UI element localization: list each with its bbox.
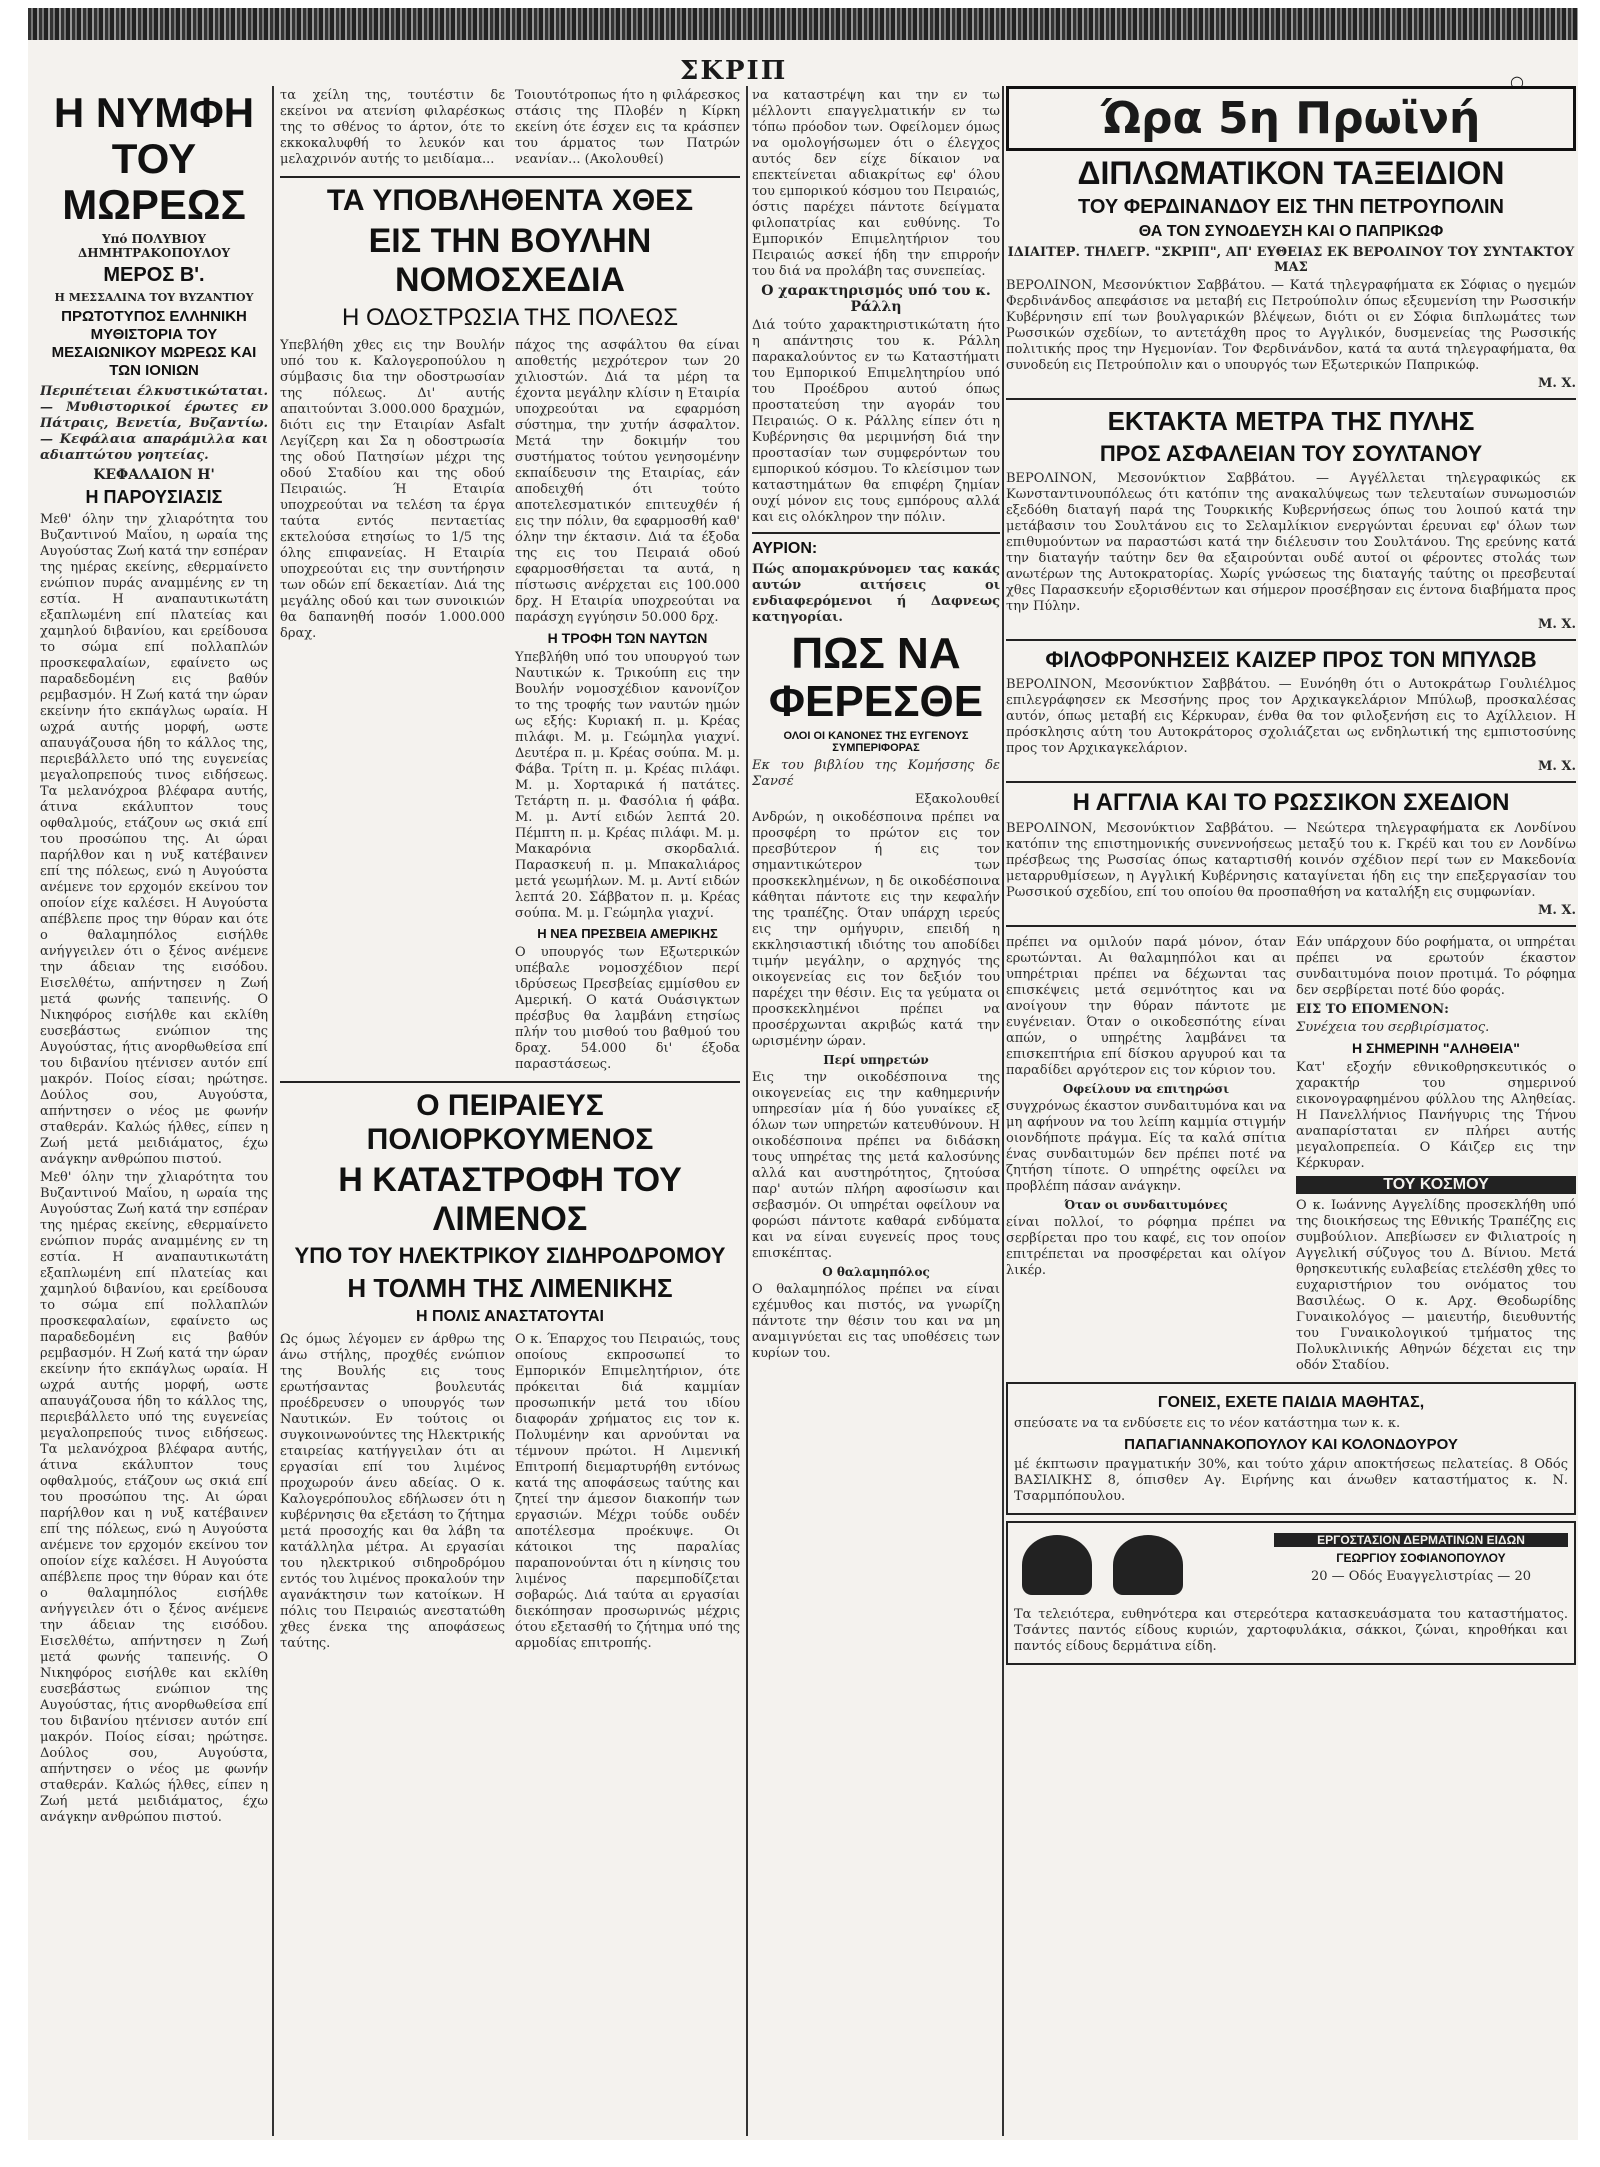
serial-kind: ΠΡΩΤΟΤΥΠΟΣ ΕΛΛΗΝΙΚΗ ΜΥΘΙΣΤΟΡΙΑ ΤΟΥ ΜΕΣΑΙΩΝΙΚΟΥ ΜΩΡΕΩΣ ΚΑΙ ΤΩΝ ΙΟΝΙΩΝ: [51, 308, 257, 379]
ad2-address: 20 — Οδός Ευαγγελιστρίας — 20: [1311, 1569, 1531, 1584]
divider: [752, 532, 1000, 534]
ad2-body: Τα τελειότερα, ευθηνότερα και στερεότερα κατασκευάσματα του καταστήματος. Τσάντες παντός είδους κυριών, χαρτοφυλάκια, σάκκοι, ζώναι, κηροθήκαι και παντός είδους δερμάτινα είδη.: [1014, 1607, 1568, 1654]
headline-city: Η ΠΟΛΙΣ ΑΝΑΣΤΑΤΟΥΤΑΙ: [416, 1308, 604, 1325]
headline-harbor: Η ΚΑΤΑΣΤΡΟΦΗ ΤΟΥ ΛΙΜΕΝΟΣ: [338, 1161, 682, 1238]
drinks-body: Εάν υπάρχουν δύο ροφήματα, οι υπηρέται πρέπει να ερωτούν έκαστον συνδαιτυμόνα ποιον προτιμά. Το ρόφημα δεν σερβίρεται ποτέ δύο φοράς.: [1296, 935, 1576, 998]
serial-body: Μεθ' όλην την χλιαρότητα του Βυζαντινού Μαΐου, η ωραία της Αυγούστας Ζωή κατά την εσπέραν της ημέρας εκείνης, εθερμαίνετο ενώπιον πυράς αναμμένης εν τη εστία. Η αναπαυτικωτάτη εξαπλωμένη επί πλατείας και χαμηλού διβανίου, και ερείδουσα το σώμα επί πολλαπλών προσκεφαλαίων, εφαίνετο ως παραδεδομένη εις βαθύν ρεμβασμόν. Η Ζωή κατά την ώραν εκείνην ήτο εκπάγλως ωραία. Η ωχρά αυτής μορφή, ωστε απαυγάζουσα ήδη το κάλλος της, περιεβάλλετο υπό της ευγενείας μεγαλοπρεπούς τινος ειδήσεως. Τα μελανόχροα βλέφαρα αυτής, άτινα εκάλυπτον τους οφθαλμούς, ετάζουν ως σκιά επί του προσώπου της. Αι ώραι παρήλθον και η νυξ κατέβαινεν επί της πόλεως, ενώ η Αυγούστα ανέμενε τον ερχομόν εκείνου τον οποίον είχε καλέσει. Η Αυγούστα απέβλεπε προς την θύραν και ότε ο θαλαμηπόλος εισήλθε ανήγγειλεν ότι ο ξένος ανέμενε την άδειαν της εισόδου. Εισελθέτω, απήντησεν η Ζωή μετά φωνής ταπεινής. Ο Νικηφόρος εισήλθε και εκλίθη ευσεβάστως ενώπιον της Αυγούστας, ήτις ανορθωθείσα επί του διβανίου ητένισεν αυτόν επί μακρόν. Ποίος είσαι; ηρώτησε. Δούλος σου, Αυγούστα, απήντησεν ο νέος με φωνήν σταθεράν. Καλώς ήλθες, είπεν η Ζωή μετά μειδιάματος, έχω ανάγκην ανθρώπου πιστού.: [40, 512, 268, 1167]
serial-author: Υπό ΠΟΛΥΒΙΟΥ ΔΗΜΗΤΡΑΚΟΠΟΥΛΟΥ: [77, 232, 231, 260]
service-title2: Όταν οι συνδαιτυμόνες: [1064, 1198, 1228, 1212]
telegram3-sig: Μ. Χ.: [1537, 759, 1576, 774]
ad1-title: ΓΟΝΕΙΣ, ΕΧΕΤΕ ΠΑΙΔΙΑ ΜΑΘΗΤΑΣ,: [1157, 1394, 1425, 1411]
valet-title: Ο θαλαμηπόλος: [822, 1265, 930, 1279]
news-top-left: τα χείλη της, τουτέστιν δε εκείνοι να ατενίση φιλαρέσκως της το σθένος το άρτον, ότε το εκκοκαλυφθή το λευκόν και μελαχρινόν αυτής το μειδίαμα...: [280, 88, 505, 167]
serial-body-cont: Μεθ' όλην την χλιαρότητα του Βυζαντινού Μαΐου, η ωραία της Αυγούστας Ζωή κατά την εσπέραν της ημέρας εκείνης, εθερμαίνετο ενώπιον πυράς αναμμένης εν τη εστία. Η αναπαυτικωτάτη εξαπλωμένη επί πλατείας και χαμηλού διβανίου, και ερείδουσα το σώμα επί πολλαπλών προσκεφαλαίων, εφαίνετο ως παραδεδομένη εις βαθύν ρεμβασμόν. Η Ζωή κατά την ώραν εκείνην ήτο εκπάγλως ωραία. Η ωχρά αυτής μορφή, ωστε απαυγάζουσα ήδη το κάλλος της, περιεβάλλετο υπό της ευγενείας μεγαλοπρεπούς τινος ειδήσεως. Τα μελανόχροα βλέφαρα αυτής, άτινα εκάλυπτον τους οφθαλμούς, ετάζουν ως σκιά επί του προσώπου της. Αι ώραι παρήλθον και η νυξ κατέβαινεν επί της πόλεως, ενώ η Αυγούστα ανέμενε τον ερχομόν εκείνου τον οποίον είχε καλέσει. Η Αυγούστα απέβλεπε προς την θύραν και ότε ο θαλαμηπόλος εισήλθε ανήγγειλεν ότι ο ξένος ανέμενε την άδειαν της εισόδου. Εισελθέτω, απήντησεν η Ζωή μετά φωνής ταπεινής. Ο Νικηφόρος εισήλθε και εκλίθη ευσεβάστως ενώπιον της Αυγούστας, ήτις ανορθωθείσα επί του διβανίου ητένισεν αυτόν επί μακρόν. Ποίος είσαι; ηρώτησε. Δούλος σου, Αυγούστα, απήντησεν ο νέος με φωνήν σταθεράν. Καλώς ήλθες, είπεν η Ζωή μετά μειδιάματος, έχω ανάγκην ανθρώπου πιστού.: [40, 1170, 268, 1825]
divider: [280, 1081, 740, 1083]
ad2-name: ΓΕΩΡΓΙΟΥ ΣΟΦΙΑΝΟΠΟΥΛΟΥ: [1336, 1551, 1506, 1565]
etiquette-title: ΠΩΣ ΝΑ ΦΕΡΕΣΘΕ: [768, 629, 984, 726]
page-mark-icon: ○: [1510, 72, 1524, 91]
valet-body: Ο θαλαμηπόλος πρέπει να είναι εχέμυθος και πιστός, να γνωρίζη πάντοτε την θέσιν του και να μη αναμιγνύεται εις τας υποθέσεις των κυρίων του.: [752, 1282, 1000, 1361]
masthead: ΣΚΡΙΠ: [680, 56, 788, 86]
servant-title: Περί υπηρετών: [823, 1053, 929, 1067]
telegram2-sig: Μ. Χ.: [1537, 617, 1576, 632]
bag-icon: [1022, 1535, 1092, 1595]
telegram2-subhead: ΠΡΟΣ ΑΣΦΑΛΕΙΑΝ ΤΟΥ ΣΟΥΛΤΑΝΟΥ: [1099, 441, 1483, 466]
service-body2: συγχρόνως έκαστον συνδαιτυμόνα και να μη αφήνουν να του λείπη καμμία στιγμήν οιονδήποτε πράγμα. Είς τα καλά σπίτια ένας συνδαιτυμών δεν πρέπει ποτέ να ζητήση τίποτε. Ο υπηρέτης οφείλει να προβλέπη πάσαν ανάγκην.: [1006, 1099, 1286, 1194]
column-rule: [746, 86, 748, 2136]
food-body: Υπεβλήθη υπό του υπουργού των Ναυτικών κ. Τρικούπη εις την Βουλήν νομοσχέδιον κανονίζον το της τροφής των ναυτών ημών ως εξής: Κυριακή π. μ. Κρέας πιλάφι. Μ. μ. Γεώμηλα γιαχνί. Δευτέρα π. μ. Κρέας σούπα. Μ. μ. Φάβα. Τρίτη π. μ. Κρέας πιλάφι. Μ. μ. Χορταρικά ή πατάτες. Τετάρτη π. μ. Φασόλια ή φάβα. Μ. μ. Αντί ειδών λεπτά 20. Πέμπτη π. μ. Κρέας πιλάφι. Μ. μ. Μακαρόνια σκορδαλιά. Παρασκευή π. μ. Μπακαλιάρος μετά γεωμήλων. Μ. μ. Αντί ειδών λεπτά 20. Σάββατον π. μ. Κρέας σούπα. Μ. μ. Γεώμηλα γιαχνί.: [515, 650, 740, 921]
telegram1-sig: Μ. Χ.: [1537, 376, 1576, 391]
column-serial: [40, 86, 268, 2136]
late-edition-banner: Ώρα 5η Πρωϊνή: [1006, 86, 1576, 151]
telegram3-body: ΒΕΡΟΛΙΝΟΝ, Μεσονύκτιον Σαββάτου. — Ευνόηθη ότι ο Αυτοκράτωρ Γουλιέλμος επιλεγράφησεν εκ Μεσσήνης προς τον Αρχικαγκελάριον Μπύλωβ, προσκαλέσας αυτόν, όπως μεταβή εις Κέρκυραν, ένθα θα τον φιλοξενήση εις το Αχίλλειον. Η πρόσκλησις αύτη του Αυτοκράτορος σχολιάζεται ως ενδηλωτική της εμπιστοσύνης προς τον Αρχικαγκελάριον.: [1006, 677, 1576, 756]
kosmos-body: Ο κ. Ιωάννης Αγγελίδης προσεκλήθη υπό της διοικήσεως της Εθνικής Τραπέζης εις συμβούλιον. Απεβίωσεν εν Φιλιατροίς η Αγγελική σύζυγος του Δ. Βίνιου. Μετά θρησκευτικής ευλαβείας ετελέσθη χθες το ευχαριστήριον του ονόματος του Βασιλέως. Ο κ. Αρχ. Θεοδωρίδης Γυναικολόγος — μαιευτήρ, διευθυντής του Γυναικολογικού τμήματος της Πολυκλινικής Αθηνών δέχεται εις την οδόν Σταδίου.: [1296, 1198, 1576, 1373]
news-top-right: Τοιουτότροπως ήτο η φιλάρεσκος στάσις της Πλοβέν η Κίρκη εκείνη ότε έσχεν εις τα κράσπεν του άρματος των Πατρών νεανίαν... (Ακολουθεί): [515, 88, 740, 167]
aletheia-body: Κατ' εξοχήν εθνικοθρησκευτικός ο χαρακτήρ του σημερινού εικονογραφημένου φύλλου της Αληθείας. Η Πανελλήνιος Πανήγυρις της Τήνου αναπαρίσταται εν πλήρει αυτής μεγαλοπρεπεία. Ο Κάιζερ εις την Κέρκυραν.: [1296, 1060, 1576, 1171]
divider: [1006, 925, 1576, 927]
kosmos-title: ΤΟΥ ΚΟΣΜΟΥ: [1296, 1176, 1576, 1194]
etiquette-next: Εξακολουθεί: [914, 792, 1000, 807]
piraeus-body-cont: Ο κ. Έπαρχος του Πειραιώς, τους οποίους εκπροσωπεί το Εμπορικόν Επιμελητήριον, ότε πρόκειται διά καμμίαν προσωπικήν μετά του ιδίου διαφοράν χρήματος εις τον κ. Πολυμένην και αρνούνται να τέμνουν πρώτοι. Η Λιμενική Επιτροπή διεμαρτυρήθη εντόνως κατά της αποφάσεως ταύτης και ζητεί την άμεσον διακοπήν των εργασιών. Μέχρι τούδε ουδέν αποτέλεσμα προέκυψε. Οι κάτοικοι της παραλίας παραπονούνται ότι η κίνησις του λιμένος παρεμποδίζεται σοβαρώς. Διά ταύτα αι εργασίαι διεκόπησαν προσωρινώς μέχρις ότου εξετασθή το ζήτημα υπό της αρμοδίας επιτροπής.: [515, 1332, 740, 1651]
tomorrow-label: ΑΥΡΙΟΝ:: [752, 540, 818, 557]
telegram1-subhead2: ΘΑ ΤΟΝ ΣΥΝΟΔΕΥΣΗ ΚΑΙ Ο ΠΑΠΡΙΚΩΦ: [1138, 223, 1444, 240]
column-etiquette: [752, 86, 1000, 2136]
leather-goods-ad: [1006, 1521, 1576, 1665]
quote-title: Ο χαρακτηρισμός υπό του κ. Ράλλη: [761, 283, 991, 315]
aletheia-title: Η ΣΗΜΕΡΙΝΗ "ΑΛΗΘΕΙΑ": [1352, 1040, 1520, 1056]
telegram1-source: ΙΔΙΑΙΤΕΡ. ΤΗΛΕΓΡ. "ΣΚΡΙΠ", ΑΠ' ΕΥΘΕΙΑΣ ΕΚ ΒΕΡΟΛΙΝΟΥ ΤΟΥ ΣΥΝΤΑΚΤΟΥ ΜΑΣ: [1007, 245, 1575, 275]
quote-body: Διά τούτο χαρακτηριστικώτατη ήτο η απάντησις του κ. Ράλλη παρακαλούντος εν τω Καταστήματι του Εμπορικού Επιμελητηρίου υπό του Προέδρου αυτού όπως προστατεύση την αγοράν του Πειραιώς. Ο κ. Ράλλης είπεν ότι η Κυβέρνησις θα μεριμνήση διά την προστασίαν των συμφερόντων του εμπορικού κόσμου. Το κλείσιμον των καταστημάτων θα επιφέρη ζημίαν ουχί μόνον εις τους εμπόρους αλλά και εις ολόκληρον την πόλιν.: [752, 318, 1000, 525]
telegram3-headline: ΦΙΛΟΦΡΟΝΗΣΕΙΣ ΚΑΙΖΕΡ ΠΡΟΣ ΤΟΝ ΜΠΥΛΩΒ: [1045, 647, 1537, 672]
divider: [1006, 639, 1576, 641]
service-body: πρέπει να ομιλούν παρά μόνον, όταν ερωτώνται. Αι θαλαμηπόλοι και αι υπηρέτριαι πρέπει να δέχωνται τας επισκέψεις μετά σεμνότητος και να ανοίγουν την θύραν πάντοτε με ευγένειαν. Όταν ο οικοδεσπότης είναι απών, ο υπηρέτης λαμβάνει τα επισκεπτήρια επί δίσκου αργυρού και τα παραδίδει αργότερον εις τον κύριον του.: [1006, 935, 1286, 1078]
serial-part: ΜΕΡΟΣ Β'.: [103, 264, 205, 286]
piraeus-body: Ως όμως λέγομεν εν άρθρω της άνω στήλης, προχθές ενώπιον της Βουλής εις τους ερωτήσαντας βουλευτάς προέδρευσεν ο υπουργός των Ναυτικών. Εν τούτοις οι συγκοινωνούντες της Ηλεκτρικής εταιρείας κατήγγειλαν ότι αι εργασίαι επί του λιμένος προχωρούν άνευ αδείας. Ο κ. Καλογερόπουλος εδήλωσεν ότι η κυβέρνησις θα εξετάση το ζήτημα μετά προσοχής και θα λάβη τα κατάλληλα μέτρα. Αι εργασίαι του ηλεκτρικού σιδηροδρόμου εντός του λιμένος προκαλούν την αγανάκτησιν των κατοίκων. Η πόλις του Πειραιώς ανεστατώθη χθες ένεκα της αποφάσεως ταύτης.: [280, 1332, 505, 1651]
telegram1-body: ΒΕΡΟΛΙΝΟΝ, Μεσονύκτιον Σαββάτου. — Κατά τηλεγραφήματα εκ Σόφιας ο ηγεμών Φερδινάνδος απεφάσισε να μεταβή εις Πετρούπολιν όπως εξευμενίση την Ρωσσικήν Κυβέρνησιν επί των βουλγαρικών βλέψεων, διότι οι εν Σόφια διπλωμάτες των Ρωσσικών σχεδίων, το αντετάχθη προς το Αγγλικόν, δυσμενείας της Ρωσσικής πολιτικής προς την Ηγεμονίαν. Τον Φερδινάνδον, κατά τα αυτά τηλεγραφήματα, θα συνοδεύη εις Πετρούπολιν και ο υπουργός των Εξωτερικών Παπρικώφ.: [1006, 278, 1576, 373]
service-title: Οφείλουν να επιτηρώσι: [1062, 1082, 1230, 1096]
serial-section: Η ΠΑΡΟΥΣΙΑΣΙΣ: [85, 487, 223, 507]
telegram2-headline: ΕΚΤΑΚΤΑ ΜΕΤΡΑ ΤΗΣ ΠΥΛΗΣ: [1107, 406, 1475, 436]
column-rule: [1002, 86, 1004, 2136]
headline-bills: ΤΑ ΥΠΟΒΛΗΘΕΝΤΑ ΧΘΕΣ: [326, 184, 694, 217]
col3-top: να καταστρέψη και την εν τω μέλλοντι επαγγελματικήν εν τω τόπω πρόοδον των. Οφείλομεν όμως να ομολογήσωμεν ότι ο έλεγχος αυτός δεν είχε δίκαιον να επεκτείνεται αδιακρίτως εφ' όλου του εμπορικού κόσμου του Πειραιώς, όστις παρέχει πάντοτε δείγματα φιλοπατρίας και ευθύνης. Το Εμπορικόν Επιμελητήριον του Πειραιώς ασκεί ήδη την επιρροήν του διά να προλάβη τας συνεπείας.: [752, 88, 1000, 279]
embassy-title: Η ΝΕΑ ΠΡΕΣΒΕΙΑ ΑΜΕΡΙΚΗΣ: [537, 926, 718, 941]
ad1-address: μέ έκπτωσιν πραγματικήν 30%, και τούτο χάριν αποκτήσεως πελατείας. 8 Οδός ΒΑΣΙΛΙΚΗΣ 8, όπισθεν Αγ. Ειρήνης και άνωθεν καταστήματος κ. Ν. Τσαρμπόπουλου.: [1014, 1457, 1568, 1504]
telegram4-sig: Μ. Χ.: [1537, 903, 1576, 918]
serial-title: Η ΝΥΜΦΗ ΤΟΥ ΜΩΡΕΩΣ: [53, 89, 255, 228]
etiquette-source: Εκ του βιβλίου της Κομήσσης δε Σανσέ: [752, 758, 1000, 789]
serial-chapter: ΚΕΦΑΛΑΙΟΝ Η': [93, 467, 215, 483]
telegram1-headline: ΔΙΠΛΩΜΑΤΙΚΟΝ ΤΑΞΕΙΔΙΟΝ: [1077, 155, 1505, 191]
column-telegrams: [1006, 86, 1576, 2136]
headline-railway: ΥΠΟ ΤΟΥ ΗΛΕΚΤΡΙΚΟΥ ΣΙΔΗΡΟΔΡΟΜΟΥ: [294, 1243, 726, 1268]
serial-blurb: Περιπέτειαι έλκυστικώταται. — Μυθιστορικοί έρωτες εν Πάτραις, Βενετία, Βυζαντίω. — Κεφάλαια απαράμιλλα και αδιαπτώτου γοητείας.: [40, 384, 268, 463]
headline-audacity: Η ΤΟΛΜΗ ΤΗΣ ΛΙΜΕΝΙΚΗΣ: [347, 1273, 673, 1303]
service-body3: είναι πολλοί, το ρόφημα πρέπει να σερβίρεται προ του καφέ, εις τον οποίον επιτρέπεται να προσφέρεται και ολίγον λικέρ.: [1006, 1215, 1286, 1278]
etiquette-sub: ΟΛΟΙ ΟΙ ΚΑΝΟΝΕΣ ΤΗΣ ΕΥΓΕΝΟΥΣ ΣΥΜΠΕΡΙΦΟΡΑΣ: [783, 730, 969, 754]
telegram4-body: ΒΕΡΟΛΙΝΟΝ, Μεσονύκτιον Σαββάτου. — Νεώτερα τηλεγραφήματα εκ Λονδίνου κατόπιν της επιστημονικής συνεννοήσεως μεταξύ του κ. Γκρέϋ και του εν Λονδίνω πρέσβεως της Ρωσσίας όπως καταρτισθή κοινόν σχέδιον περί των εν Μακεδονία μεταρρυθμίσεων, η Αγγλική Κυβέρνησις καταγίνεται ήδη εις την επεξεργασίαν του Ρωσσικού σχεδίου, επί του οποίου θα προσπαθήση να καταλήξη εις συμφωνίαν.: [1006, 821, 1576, 900]
paving-body: Υπεβλήθη χθες εις την Βουλήν υπό του κ. Καλογεροπούλου η σύμβασις δια την οδοστρωσίαν της πόλεως. Δι' αυτής απαιτούνται 3.000.000 δραχμών, διότι εις την Εταιρίαν Asfalt Λεγίζερη και Σα η οδοστρωσία της οδού Πατησίων μέχρι της οδού Σταδίου και της οδού Πειραιώς. Ή Εταιρία υποχρεούται να τελέση τα έργα ταύτα εντός πενταετίας εκτελούσα ετησίως το 1/5 της όλης επιφανείας. Η Εταιρία υποχρεούται εις την συντήρησιν των οδών επί δεκαετίαν. Διά της μεγάλης οδού και των συνοικιών θα δαπανηθή ποσόν 1.000.000 δραχ.: [280, 338, 505, 641]
telegram2-body: ΒΕΡΟΛΙΝΟΝ, Μεσονύκτιον Σαββάτου. — Αγγέλλεται τηλεγραφικώς εκ Κωνσταντινουπόλεως ότι κατόπιν της ανακαλύψεως των τελευταίων συνωμοσιών εξεδόθη διαταγή παρά της Τουρκικής Κυβερνήσεως όπως του λοιπού κατά την μετάβασιν του Σουλτάνου εις το Σελαμλίκιον ενεργώνται έρευναι εφ' όλων των επιθυμούντων να παραστώσι κατά την διέλευσιν του Σουλτάνου. Της ερεύνης κατά την διαταγήν ταύτην δεν θα εξαιρούνται ουδέ αυτοί οι φέροντες στολάς των ανωτέρων της Αυτοκρατορίας. Χωρίς γνώσεως της διαταγής ταύτης οι πρεσβευταί χθες Παρασκευήν εξορισθέντων και σήμερον προσέβησαν εις έντονα διαβήματα προς την Πύλην.: [1006, 471, 1576, 614]
telegram4-headline: Η ΑΓΓΛΙΑ ΚΑΙ ΤΟ ΡΩΣΣΙΚΟΝ ΣΧΕΔΙΟΝ: [1072, 789, 1510, 816]
bag-icon: [1113, 1535, 1183, 1595]
column-rule: [272, 86, 274, 2136]
divider: [280, 176, 740, 178]
headline-parliament: ΕΙΣ ΤΗΝ ΒΟΥΛΗΝ ΝΟΜΟΣΧΕΔΙΑ: [368, 222, 652, 299]
paving-body-cont: πάχος της ασφάλτου θα είναι αποθετής μεχρότερον των 20 χιλιοστών. Διά τα μέρη τα έχοντα μεγάλην κλίσιν η Εταιρία υποχρεούται να εφαρμόση σύστημα, την χυτήν άσφαλτον. Μετά την δοκιμήν του συστήματος τούτου γενησομένην εκπαίδευσιν της Εταιρίας, εάν αποδειχθή ότι τούτο αποτελεσματικόν επιτευχθέν ή εις την πόλιν, θα εφαρμοσθή καθ' όλην την έκτασιν. Διά τα έξοδα της εις του Πειραιά οδού εφαρμοσθήσεται τα αυτά, η πίστωσις ανέρχεται εις 100.000 δρχ. Η Εταιρία υποχρεούται να παράσχη εγγύησιν 50.000 δρχ.: [515, 338, 740, 625]
headline-piraeus: Ο ΠΕΙΡΑΙΕΥΣ ΠΟΛΙΟΡΚΟΥΜΕΝΟΣ: [366, 1089, 654, 1156]
serial-subtitle: Η ΜΕΣΣΑΛΙΝΑ ΤΟΥ ΒΥΖΑΝΤΙΟΥ: [54, 291, 254, 304]
ad1-name: ΠΑΠΑΓΙΑΝΝΑΚΟΠΟΥΛΟΥ ΚΑΙ ΚΟΛΟΝΔΟΥΡΟΥ: [1124, 1436, 1458, 1453]
next-body: Συνέχεια του σερβιρίσματος.: [1296, 1020, 1490, 1035]
leather-goods-illustration: [1014, 1529, 1274, 1605]
headline-paving: Η ΟΔΟΣΤΡΩΣΙΑ ΤΗΣ ΠΟΛΕΩΣ: [341, 304, 679, 331]
embassy-body: Ο υπουργός των Εξωτερικών υπέβαλε νομοσχέδιον περί ιδρύσεως Πρεσβείας εμμίσθου εν Αμερική. Ο κατά Ουάσιγκτων πρέσβυς θα λαμβάνη ετησίως πλήν του μισθού του βαθμού του δραχ. 54.000 δι' έξοδα παραστάσεως.: [515, 945, 740, 1072]
food-title: Η ΤΡΟΦΗ ΤΩΝ ΝΑΥΤΩΝ: [547, 630, 708, 646]
servant-body: Εις την οικοδέσποινα της οικογενείας εις την καθημερινήν υπηρεσίαν μία ή δύο γυναίκες εξ όλων των υπηρετών κατευθύνουν. Η οικοδέσποινα πρέπει να διδάσκη τους υπηρέτας της μετά καλοσύνης αλλά και αυστηρότητος, ζητούσα παρ' αυτών πλήρη αφοσίωσιν και σεβασμόν. Οι υπηρέται οφείλουν να φορώσι πάντοτε καθαρά ενδύματα και να είναι ευγενείς προς τους επισκέπτας.: [752, 1070, 1000, 1261]
divider: [1006, 398, 1576, 400]
tomorrow-body: Πώς απομακρύνομεν τας κακάς αυτών αιτήσεις οι ενδιαφερόμενοι ή Δαφνεως κατηγορίαι.: [752, 562, 1000, 625]
divider: [1006, 781, 1576, 783]
column-news: [280, 86, 740, 2136]
ad1-line: σπεύσατε να τα ενδύσετε εις το νέον κατάστημα των κ. κ.: [1014, 1416, 1401, 1431]
etiquette-body: Ανδρών, η οικοδέσποινα πρέπει να προσφέρη το πρώτον εις τον πρεσβύτερον ή εις τον σημαντικώτερον των προσκεκλημένων, η δε οικοδέσποινα κάθηται πάντοτε εις την κεφαλήν της τραπέζης. Όταν υπάρχη ιερεύς εις την ομήγυριν, επειδή η εκκλησιαστική ιδιότης του αποδίδει τιμήν μεγάλην, ο αρχηγός της οικογενείας εις τον δεξιόν του παρέχει την θέσιν. Εις τα γεύματα οι προσκεκλημένοι πρέπει να προσέρχωνται ακριβώς κατά την ωρισμένην ώραν.: [752, 810, 1000, 1049]
school-clothing-ad: [1006, 1382, 1576, 1515]
telegram1-subhead: ΤΟΥ ΦΕΡΔΙΝΑΝΔΟΥ ΕΙΣ ΤΗΝ ΠΕΤΡΟΥΠΟΛΙΝ: [1078, 196, 1504, 218]
ad2-title: ΕΡΓΟΣΤΑΣΙΟΝ ΔΕΡΜΑΤΙΝΩΝ ΕΙΔΩΝ: [1274, 1533, 1568, 1547]
next-label: ΕΙΣ ΤΟ ΕΠΟΜΕΝΟΝ:: [1296, 1002, 1449, 1017]
